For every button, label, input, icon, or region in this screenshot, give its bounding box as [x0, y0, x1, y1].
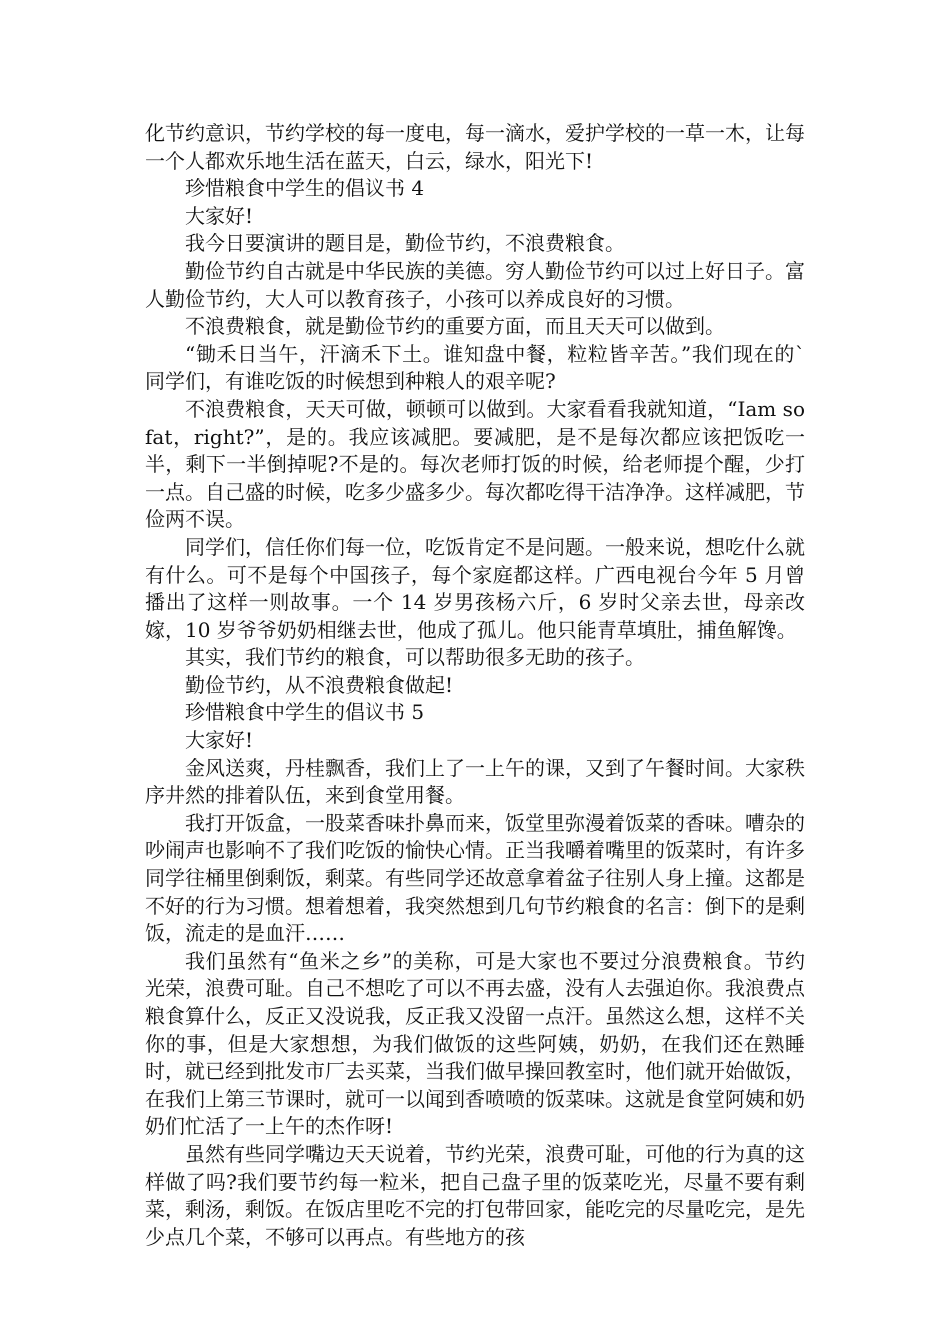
paragraph: 勤俭节约自古就是中华民族的美德。穷人勤俭节约可以过上好日子。富人勤俭节约，大人可以教育孩子，小孩可以养成良好的习惯。	[145, 258, 805, 311]
section-title-4: 珍惜粮食中学生的倡议书 4	[185, 176, 425, 201]
paragraph: 其实，我们节约的粮食，可以帮助很多无助的孩子。	[185, 645, 645, 670]
paragraph: 虽然有些同学嘴边天天说着，节约光荣，浪费可耻，可他的行为真的这样做了吗?我们要节约每一粒米，把自己盘子里的饭菜吃光，尽量不要有剩菜，剩汤，剩饭。在饭店里吃不完的打包带回家，能吃完的尽量吃完，是先少点几个菜，不够可以再点。有些地方的孩	[145, 1141, 805, 1249]
paragraph: 我今日要演讲的题目是，勤俭节约，不浪费粮食。	[185, 231, 625, 256]
paragraph-continued: 化节约意识，节约学校的每一度电，每一滴水，爱护学校的一草一木，让每一个人都欢乐地生活在蓝天，白云，绿水，阳光下!	[145, 121, 805, 173]
paragraph: 我们虽然有“鱼米之乡”的美称，可是大家也不要过分浪费粮食。节约光荣，浪费可耻。自己不想吃了可以不再去盛，没有人去强迫你。我浪费点粮食算什么，反正又没说我，反正我又没留一点汗。虽然这么想，这样不关你的事，但是大家想想，为我们做饭的这些阿姨，奶奶，在我们还在熟睡时，就已经到批发市厂去买菜，当我们做早操回教室时，他们就开始做饭，在我们上第三节课时，就可一以闻到香喷喷的饭菜味。这就是食堂阿姨和奶奶们忙活了一上午的杰作呀!	[145, 948, 805, 1139]
greeting: 大家好!	[185, 728, 254, 753]
paragraph: “锄禾日当午，汗滴禾下土。谁知盘中餐，粒粒皆辛苦。”我们现在的`同学们，有谁吃饭的时候想到种粮人的艰辛呢?	[145, 341, 805, 394]
paragraph: 同学们，信任你们每一位，吃饭肯定不是问题。一般来说，想吃什么就有什么。可不是每个中国孩子，每个家庭都这样。广西电视台今年 5 月曾播出了这样一则故事。一个 14 岁男孩杨六斤，6 岁时父亲去世，母亲改嫁，10 岁爷爷奶奶相继去世，他成了孤儿。他只能青草填肚，捕鱼解馋。	[145, 534, 805, 642]
paragraph: 金风送爽，丹桂飘香，我们上了一上午的课，又到了午餐时间。大家秩序井然的排着队伍，来到食堂用餐。	[145, 755, 805, 808]
paragraph: 不浪费粮食，天天可做，顿顿可以做到。大家看看我就知道，“Iam sofat，right?”，是的。我应该减肥。要减肥，是不是每次都应该把饭吃一半，剩下一半倒掉呢?不是的。每次老师打饭的时候，给老师提个醒，少打一点。自己盛的时候，吃多少盛多少。每次都吃得干洁净净。这样减肥，节俭两不误。	[145, 396, 805, 532]
greeting: 大家好!	[185, 203, 254, 228]
document-page	[145, 120, 805, 1251]
paragraph: 不浪费粮食，就是勤俭节约的重要方面，而且天天可以做到。	[185, 314, 725, 339]
section-title-5: 珍惜粮食中学生的倡议书 5	[185, 700, 425, 725]
paragraph: 勤俭节约，从不浪费粮食做起!	[185, 672, 454, 697]
paragraph: 我打开饭盒，一股菜香味扑鼻而来，饭堂里弥漫着饭菜的香味。嘈杂的吵闹声也影响不了我们吃饭的愉快心情。正当我嚼着嘴里的饭菜时，有许多同学往桶里倒剩饭，剩菜。有些同学还故意拿着盆子往别人身上撞。这都是不好的行为习惯。想着想着，我突然想到几句节约粮食的名言：倒下的是剩饭，流走的是血汗……	[145, 810, 805, 946]
